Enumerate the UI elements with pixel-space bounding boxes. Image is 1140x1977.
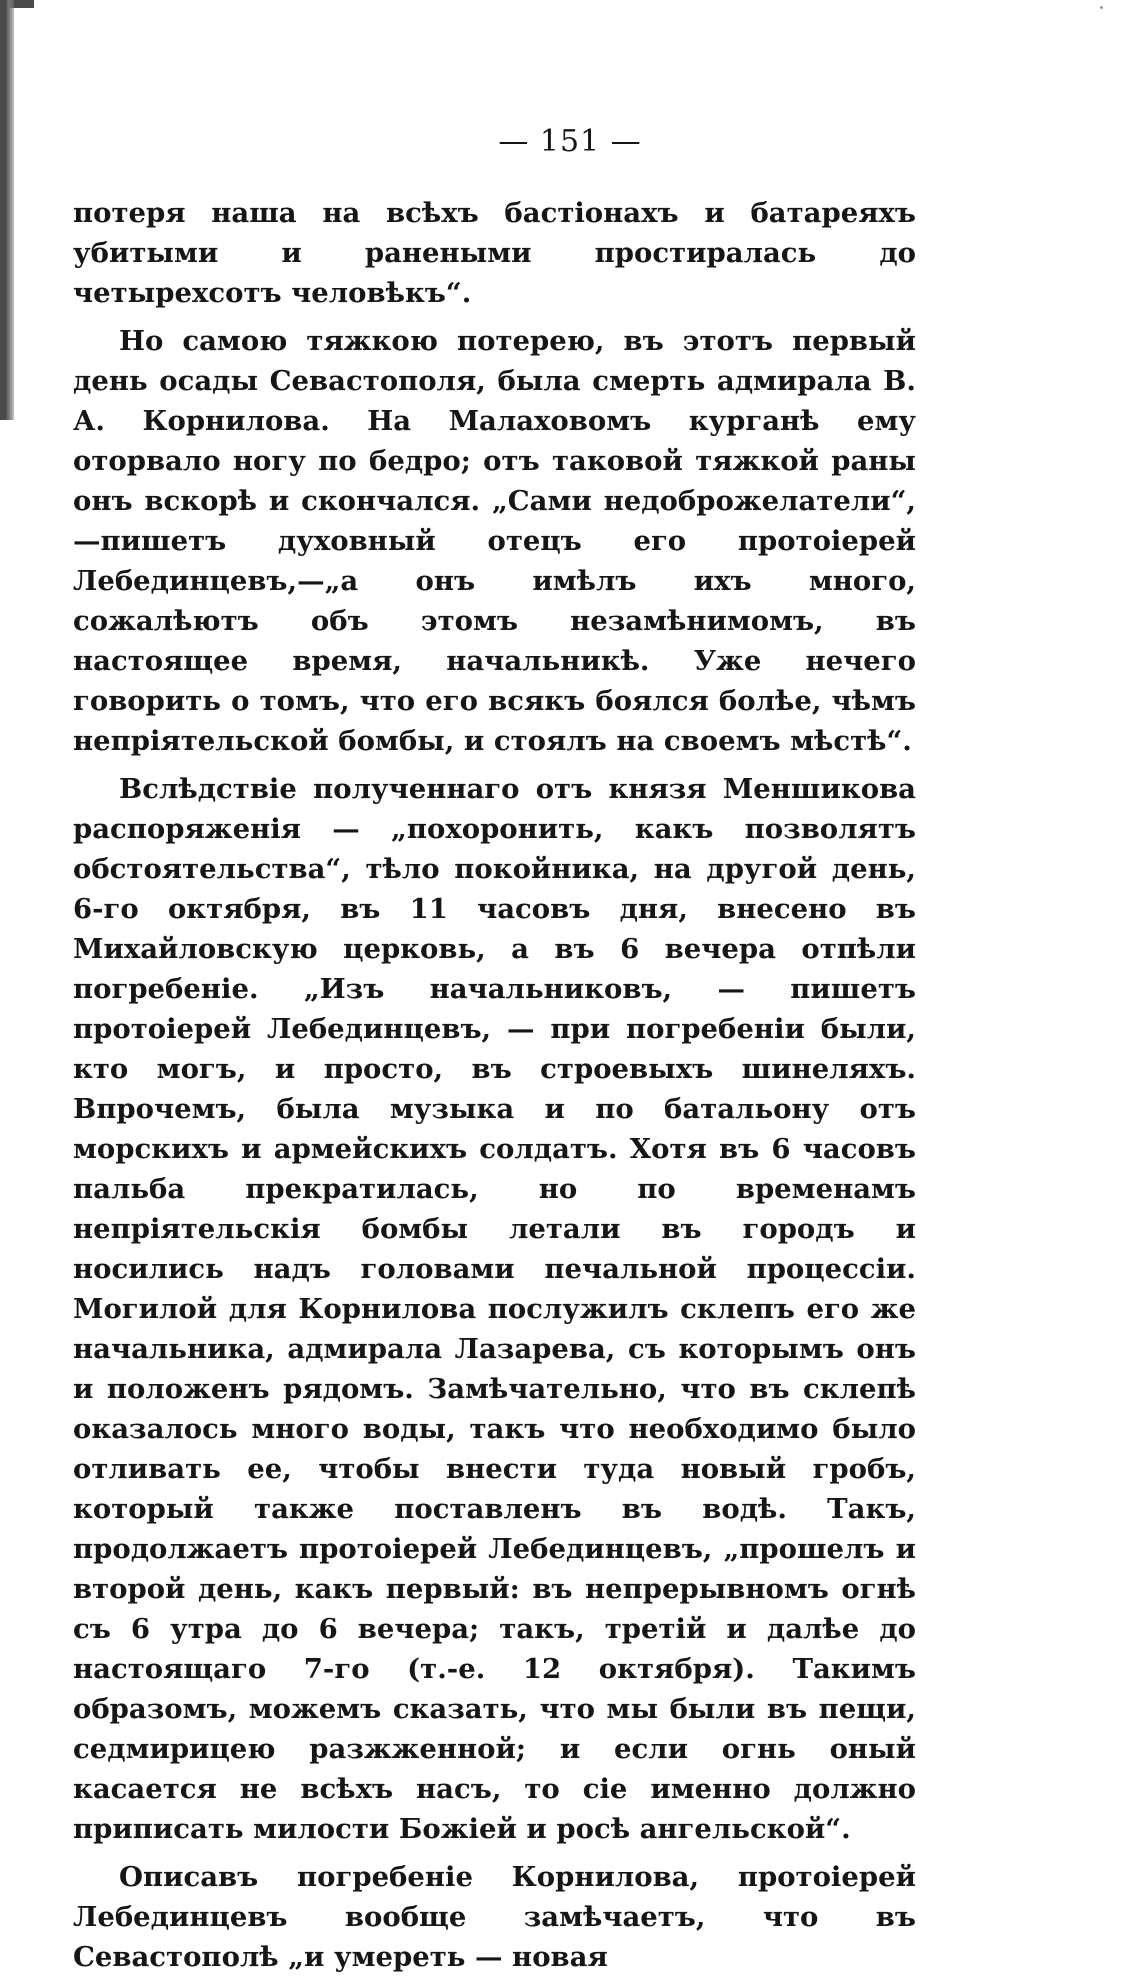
paragraph-2: Но самою тяжкою потерею, въ этотъ первый день осады Севастополя, была смерть адмирала В. А. Корнилова. На Малаховомъ курганѣ ему оторвало ногу по бедро; отъ таковой тяжкой раны онъ вскорѣ и скончался. „Сами недоброжелатели“,—пишетъ духовный отецъ его протоіерей Лебединцевъ,—„а онъ имѣлъ ихъ много, сожалѣютъ объ этомъ незамѣнимомъ, въ настоящее время, начальникѣ. Уже нечего говорить о томъ, что его всякъ боялся болѣе, чѣмъ непріятельской бомбы, и стоялъ на своемъ мѣстѣ“. xyxy=(73,325,916,757)
page-number: — 151 — xyxy=(498,124,642,159)
paragraph-1: потеря наша на всѣхъ бастіонахъ и батареяхъ убитыми и ранеными простиралась до четырехсотъ человѣкъ“. xyxy=(73,197,916,309)
paragraph-3: Вслѣдствіе полученнаго отъ князя Меншикова распоряженія — „похоронить, какъ позволятъ обстоятельства“, тѣло покойника, на другой день, 6-го октября, въ 11 часовъ дня, внесено въ Михайловскую церковь, а въ 6 вечера отпѣли погребеніе. „Изъ начальниковъ, — пишетъ протоіерей Лебединцевъ, — при погребеніи были, кто могъ, и просто, въ строевыхъ шинеляхъ. Впрочемъ, была музыка и по батальону отъ морскихъ и армейскихъ солдатъ. Хотя въ 6 часовъ пальба прекратилась, но по временамъ непріятельскія бомбы летали въ городъ и носились надъ головами печальной процессіи. Могилой для Корнилова послужилъ склепъ его же начальника, адмирала Лазарева, съ которымъ онъ и положенъ рядомъ. Замѣчательно, что въ склепѣ оказалось много воды, такъ что необходимо было отливать ее, чтобы внести туда новый гробъ, который также поставленъ въ водѣ. Такъ, продолжаетъ протоіерей Лебединцевъ, „прошелъ и второй день, какъ первый: въ непрерывномъ огнѣ съ 6 утра до 6 вечера; такъ, третій и далѣе до настоящаго 7-го (т.-е. 12 октября). Такимъ образомъ, можемъ сказать, что мы были въ пещи, седмирицею разжженной; и если огнь оный касается не всѣхъ насъ, то сіе именно должно приписать милости Божіей и росѣ ангельской“. xyxy=(73,773,916,1845)
scan-speck xyxy=(1100,6,1103,9)
body-text xyxy=(73,193,916,1977)
scan-edge xyxy=(0,0,14,420)
paragraph-4: Описавъ погребеніе Корнилова, протоіерей Лебединцевъ вообще замѣчаетъ, что въ Севастополѣ „и умереть — новая xyxy=(73,1861,916,1973)
